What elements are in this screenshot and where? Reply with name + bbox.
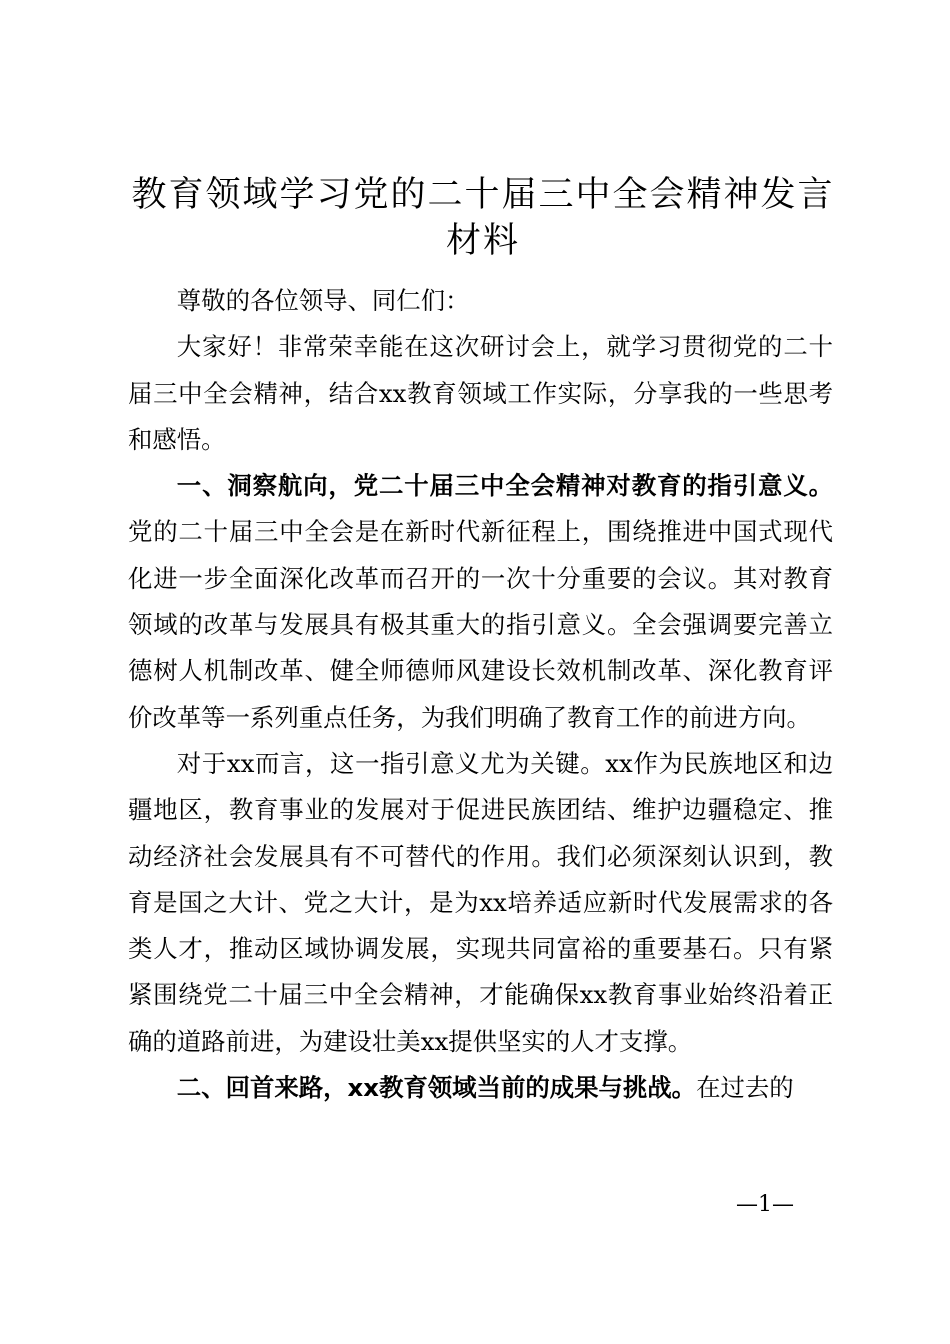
section-heading-two: 二、回首来路，xx教育领域当前的成果与挑战。 (176, 1073, 697, 1103)
paragraph-text: 大家好！非常荣幸能在这次研讨会上，就学习贯彻党的二十届三中全会精神，结合xx教育领域工作实际，分享我的一些思考和感悟。 (128, 332, 833, 454)
paragraph-text: 在过去的 (696, 1073, 794, 1103)
section-heading-one: 一、洞察航向，党二十届三中全会精神对教育的指引意义。 (176, 471, 833, 501)
paragraph-greeting (128, 324, 833, 463)
document-body (128, 278, 833, 1111)
page-number: —1— (736, 1192, 794, 1217)
paragraph-section-one (128, 463, 833, 741)
paragraph-section-two (128, 1065, 833, 1111)
document-title: 教育领域学习党的二十届三中全会精神发言材料 (131, 175, 835, 261)
paragraph-text: 党的二十届三中全会是在新时代新征程上，围绕推进中国式现代化进一步全面深化改革而召开的一次十分重要的会议。其对教育领域的改革与发展具有极其重大的指引意义。全会强调要完善立德树人机制改革、健全师德师风建设长效机制改革、深化教育评价改革等一系列重点任务，为我们明确了教育工作的前进方向。 (128, 517, 833, 732)
paragraph-xx-significance (128, 741, 833, 1065)
salutation: 尊敬的各位领导、同仁们： (176, 286, 470, 315)
paragraph-text: 对于xx而言，这一指引意义尤为关键。xx作为民族地区和边疆地区，教育事业的发展对于促进民族团结、维护边疆稳定、推动经济社会发展具有不可替代的作用。我们必须深刻认识到，教育是国之大计、党之大计，是为xx培养适应新时代发展需求的各类人才，推动区域协调发展，实现共同富裕的重要基石。只有紧紧围绕党二十届三中全会精神，才能确保xx教育事业始终沿着正确的道路前进，为建设壮美xx提供坚实的人才支撑。 (128, 748, 833, 1056)
